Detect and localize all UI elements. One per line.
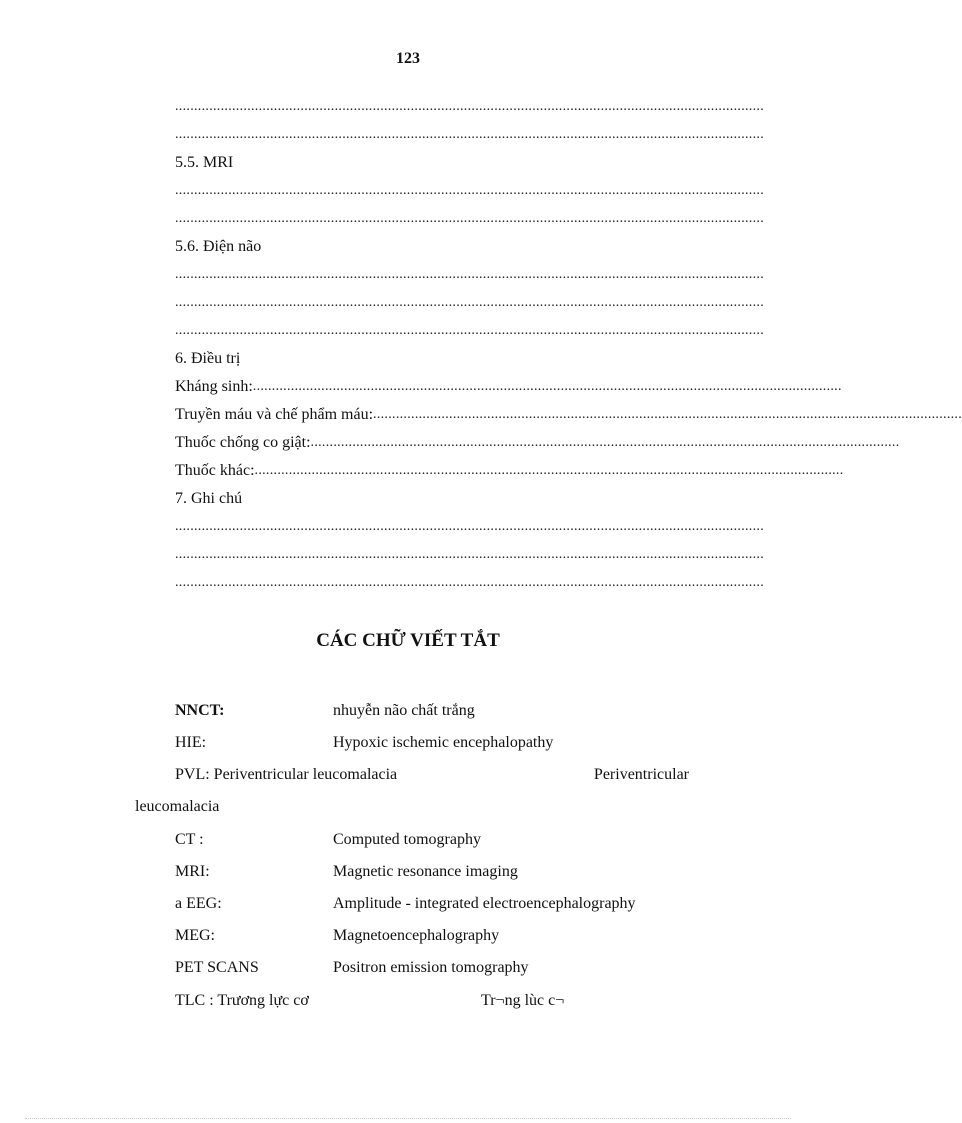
abbr-row-meg: [175, 925, 500, 947]
field-label: Kháng sinh:: [175, 378, 253, 395]
abbr-definition: Magnetic resonance imaging: [333, 863, 518, 880]
abbr-definition: nhuyễn não chất trắng: [333, 702, 475, 719]
dotted-line: ...........................................................................................................................................................: [175, 211, 764, 226]
abbr-term: MRI:: [175, 863, 210, 880]
abbr-term: NNCT:: [175, 702, 225, 719]
abbr-definition: Magnetoencephalography: [333, 927, 500, 944]
abbr-definition: Hypoxic ischemic encephalopathy: [333, 734, 554, 751]
dotted-fill: ...........................................................................................................................................................: [252, 379, 842, 394]
dotted-fill: ...........................................................................................................................................................: [310, 435, 900, 450]
page-bottom-divider: [25, 1118, 791, 1119]
abbr-row-aeeg: [175, 893, 636, 915]
section-heading-mri: 5.5. MRI: [175, 154, 234, 171]
abbr-term: CT :: [175, 831, 204, 848]
field-anticonvulsant: [175, 433, 900, 453]
abbr-term: HIE:: [175, 734, 207, 751]
abbr-row-pvl: [175, 764, 689, 786]
abbr-term: PET SCANS: [175, 959, 259, 976]
abbr-definition: Periventricular: [593, 766, 689, 783]
dotted-line: ...........................................................................................................................................................: [175, 183, 764, 198]
dotted-line: ...........................................................................................................................................................: [175, 547, 764, 562]
abbr-row-mri: [175, 861, 518, 883]
field-label: Thuốc khác:: [175, 462, 255, 479]
abbr-definition: Tr¬ng lùc c¬: [481, 992, 565, 1009]
abbr-definition: Positron emission tomography: [333, 959, 529, 976]
abbr-term: TLC : Trương lực cơ: [175, 992, 309, 1009]
abbr-definition-continuation: leucomalacia: [135, 798, 220, 815]
abbr-row-nnct: [175, 700, 475, 722]
dotted-line: ...........................................................................................................................................................: [175, 575, 764, 590]
field-label: Thuốc chống co giật:: [175, 434, 311, 451]
dotted-line: ...........................................................................................................................................................: [175, 323, 764, 338]
abbr-term: a EEG:: [175, 895, 222, 912]
dotted-line: ...........................................................................................................................................................: [175, 267, 764, 282]
abbr-row-ct: [175, 829, 481, 851]
abbr-row-pet: [175, 957, 529, 979]
dotted-line: ...........................................................................................................................................................: [175, 295, 764, 310]
field-transfusion: [175, 405, 962, 425]
field-antibiotics: [175, 377, 842, 397]
abbr-definition: Computed tomography: [333, 831, 481, 848]
dotted-line: ...........................................................................................................................................................: [175, 99, 764, 114]
dotted-fill: ...........................................................................................................................................................: [373, 407, 962, 422]
dotted-fill: ...........................................................................................................................................................: [254, 463, 844, 478]
abbr-term: PVL: Periventricular leucomalacia: [175, 766, 398, 783]
abbr-term: MEG:: [175, 927, 215, 944]
field-label: Truyền máu và chế phẩm máu:: [175, 406, 374, 423]
section-heading-notes: 7. Ghi chú: [175, 490, 243, 507]
dotted-line: ...........................................................................................................................................................: [175, 519, 764, 534]
abbr-row-tlc: [175, 990, 565, 1012]
section-heading-treatment: 6. Điều trị: [175, 350, 241, 367]
abbreviations-title: CÁC CHỮ VIẾT TẮT: [316, 630, 500, 651]
abbr-definition: Amplitude - integrated electroencephalography: [333, 895, 636, 912]
field-other-drugs: [175, 461, 844, 481]
abbr-row-hie: [175, 732, 554, 754]
page-number: 123: [396, 50, 420, 67]
section-heading-eeg: 5.6. Điện não: [175, 238, 262, 255]
dotted-line: ...........................................................................................................................................................: [175, 127, 764, 142]
